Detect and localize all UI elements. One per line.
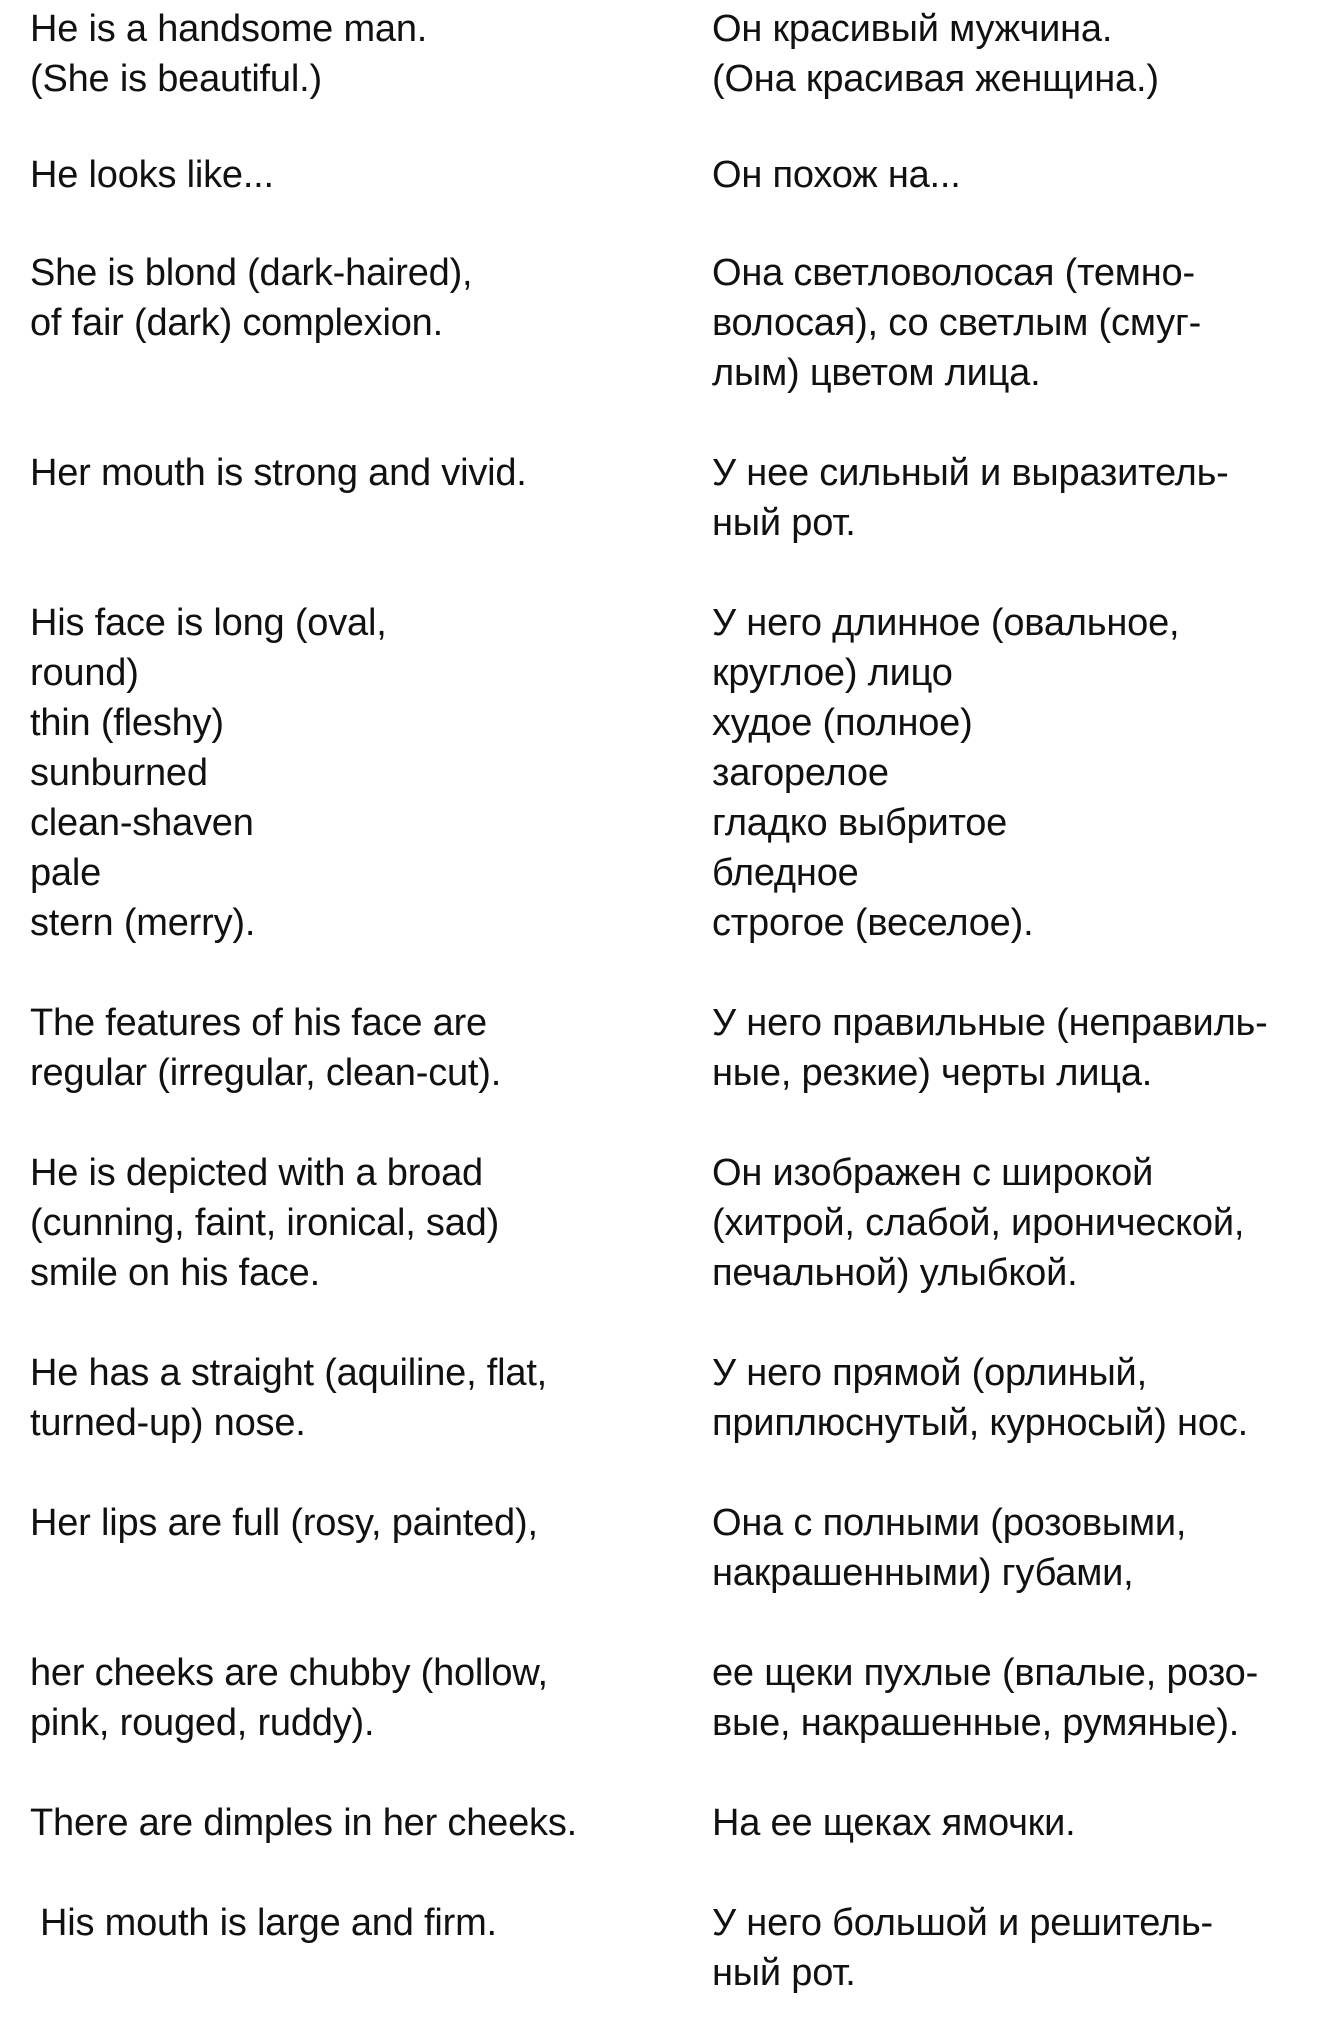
english-phrase: His mouth is large and firm.	[40, 1902, 497, 1944]
english-phrase: There are dimples in her cheeks.	[30, 1802, 577, 1844]
russian-translation: Она с полными (розовыми, накрашенными) губами,	[712, 1502, 1187, 1594]
russian-translation: Он изображен с широкой (хитрой, слабой, иронической, печальной) улыбкой.	[712, 1152, 1245, 1294]
russian-translation: На ее щеках ямочки.	[712, 1802, 1076, 1844]
russian-translation: У него прямой (орлиный, приплюснутый, курносый) нос.	[712, 1352, 1248, 1444]
english-phrase: He is a handsome man. (She is beautiful.)	[30, 8, 428, 100]
english-phrase: His face is long (oval, round) thin (fleshy) sunburned clean-shaven pale stern (merry).	[30, 602, 387, 944]
english-phrase: Her mouth is strong and vivid.	[30, 452, 527, 494]
english-phrase: He is depicted with a broad (cunning, faint, ironical, sad) smile on his face.	[30, 1152, 500, 1294]
russian-translation: Он красивый мужчина. (Она красивая женщина.)	[712, 8, 1159, 100]
russian-translation: Он похож на...	[712, 154, 961, 196]
russian-translation: У него длинное (овальное, круглое) лицо худое (полное) загорелое гладко выбритое бледное строгое (веселое).	[712, 602, 1180, 944]
russian-translation: У него правильные (неправиль- ные, резкие) черты лица.	[712, 1002, 1268, 1094]
english-phrase: The features of his face are regular (irregular, clean-cut).	[30, 1002, 502, 1094]
russian-translation: ее щеки пухлые (впалые, розо- вые, накрашенные, румяные).	[712, 1652, 1259, 1744]
english-phrase: her cheeks are chubby (hollow, pink, rouged, ruddy).	[30, 1652, 548, 1744]
english-phrase: He has a straight (aquiline, flat, turned-up) nose.	[30, 1352, 548, 1444]
english-phrase: He looks like...	[30, 154, 274, 196]
english-phrase: She is blond (dark-haired), of fair (dark) complexion.	[30, 252, 473, 344]
russian-translation: У нее сильный и выразитель- ный рот.	[712, 452, 1229, 544]
russian-translation: Она светловолосая (темно- волосая), со светлым (смуг- лым) цветом лица.	[712, 252, 1202, 394]
english-phrase: Her lips are full (rosy, painted),	[30, 1502, 538, 1544]
russian-translation: У него большой и решитель- ный рот.	[712, 1902, 1214, 1994]
